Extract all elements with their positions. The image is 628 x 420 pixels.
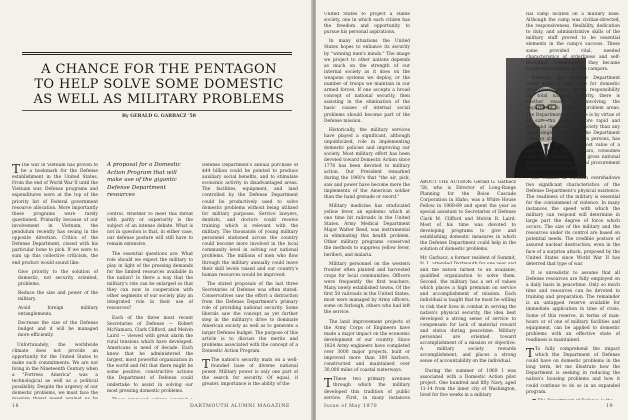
list-item [526,399,620,400]
headline-line: TO HELP SOLVE SOME DOMESTIC [34,77,284,92]
paragraph: Each of the three most recent Secretaries of Defense — Robert McNamara, Clark Clifford, and Melvin Laird — viewed with great alarm the rural tensions which have developed. Americans is need of decade. Each knew that he administered the largest, most powerful organization in the world and felt that there might be some positive, constructive actions the Department of Defense could undertake to assist in solving our most pressing domestic problems. [107,315,193,394]
paragraph: Unfortunately, the worldwide climate does not provide an opportunity for the United States to make such commitments. We are not living in the Nineteenth Century when a "Fortress America" was a technological as well as a political possibility. Despite the urgency of our domestic problems, we must face the [12,342,98,397]
headline-top-rule-thin [22,54,292,55]
byline: By GERALD G. GARBACZ '58 [122,114,196,119]
running-footer: DARTMOUTH ALUMNI MAGAZINE [190,404,290,409]
article-headline [24,62,294,107]
page-number: 18 [12,404,20,409]
paragraph: Although the Defense Department could make a valid case for domestic involvement solely on its responsibility for total national security, there is another reason for involving the Department in domestic problem areas. The Department of Defense is by virtue of its size can make a more rapid and profound impact on our society than any other single institution. The Department employs almost five million persons, has assets with an original cost value of a quarter of a trillion dollars, consumes over eight percent of the gross national product, and has an annual procurement budget of over $40 billion. [526,75,620,173]
paragraph: During the summer of 1969 I was associated with a Domestic Action pilot project. One hundred and fifty Navy, aged 11-14 from the inner city of Washington, lived for five weeks in a military [420,368,516,398]
paragraph [107,398,193,399]
headline-line: A CHANCE FOR THE PENTAGON [41,62,277,77]
list-item: Avoid foreign military entanglements. [18,306,98,318]
list-item: Reduce the size and power of the military. [18,290,98,302]
list-item: Give priority to the solution of domestic, not security oriented, problems. [18,269,98,287]
paragraph-text: The war in Vietnam has proven to be a bookmark for the Defense establishment in the United States. From the end of World War II until the Vietnam war, Defense programs and expenditures were at the top of the priority list of Federal government resource allocation. More importantly these programs were rarely questioned. Primarily because of our involvement in Vietnam, the pendulum recently has swung in the opposite direction. Critics of the Defense Department, closed with his particular bone to pick. If we were to sum up this collective criticism, the end product would sound like: [12,163,98,266]
paragraph: control. Whether to meet this threat with parity or superiority is the subject of an intense debate. What is not in question is that, in either case, our defense posture will still have to remain extensive. [107,212,193,248]
right-column-1 [324,12,410,400]
drop-cap: T [12,163,21,176]
pull-quote: A proposal for a Domestic Action Program that will make use of the gigantic Defense Department resources [107,162,181,199]
caption-paragraph: Mr. Garbacz, a former resident of Summit, [420,256,516,262]
list-item: Decrease the size of the Defense budget and it will be managed more efficiently. [18,321,98,339]
paragraph: United States to project a stable society, one in which each citizen has the freedom and opportunity to pursue his personal aspirations. [324,12,410,36]
paragraph: In many situations the United States hopes to enhance its security by "winning men's minds." The image we project to other nations depends as much on the strength of our internal society as it does on the weapons systems we deploy, or the number of troops we maintain in our armed forces. If one accepts a broad concept of national security, then assisting in the elimination of the basic causes of internal social problems should become part of the Defense mission. [324,39,410,124]
right-column-3 [526,12,620,400]
paragraph [12,163,98,267]
paragraph: It is unrealistic to assume that all Defense resources are fully employed on a daily basis in peacetime. Only so much time and resources can be devoted to training and preparation. The remainder is an untapped reserve available for immediate application in time of crisis. Some of this reserve, in terms of man-hours or of one of military facilities and equipment, can be applied to domestic problems with an effective state of readiness is maintained. [526,270,620,343]
drop-cap: T [202,356,211,371]
paragraph: Military medicine has eradicated yellow fever, an epidemic which at one time hit railroads in the United States. Army Medical Department Major Walter Reed, was instrumental in eliminating this health problem. Other military programs conserved the methods to suppress yellow fever, beriberi, and malaria. [324,203,410,258]
caption-paragraph: ABOUT THE AUTHOR: Gerald G. Garbacz '58, who is Director of Long-Range Planning for the Boise Cascade Corporation in Idaho, was a White House Fellow in 1968-69 and spent the year as special assistant to Secretaries of Defense Clark M. Clifford and Melvin R. Laird. Most of his time was devoted to developing programs to give and establishing domestic measures in which the Defense Department could help in the solution of domestic problems. [420,180,516,253]
paragraph [526,347,620,396]
author-caption [420,180,516,264]
left-column-1 [12,163,98,399]
paragraph: tial camp located on a military base. Although the camp was civilian-directed, the responsiveness, flexibility, dedication to duty, and administrative skills of the military staff proved to be essential elements in the camp's success. These same provided vital, needed characteristics of orderliness and self-discipline; consequently, they became respected examples for the campers. [526,12,620,72]
paragraph: and the nation turned to an available, qualified organization to solve them. Second, the military has a set of values which places a high premium on service and accomplishment of mission. Each individual is taught that he must be willing to risk their lives in combat in serving the nation's physical security, the idea best developed a strong sense of service to compensate for lack of material reward and status during peacetime. Military personnel are oriented toward accomplishment of a mission or objective. A military society rewards accomplishment, and places a strong sense of accountability on the individual. [420,268,516,365]
left-column-2 [107,212,193,399]
paragraph [324,377,410,400]
drop-cap: T [526,345,535,360]
paragraph: The land improvement projects of the Army Corps of Engineers have made a major impact on the economic development of our country. Since 1824 Army engineers have completed over 3000 major projects, built or improved more than 300 harbors, constructed and maintained over 30,000 miles of coastal waterways. [324,319,410,374]
paragraph: Military personnel on the western frontier often planted and harvested crops for local communities. Officers were frequently the first teachers. Many newly established towns. Of the first 50 railroads in the United States, most were managed by Army officers, some on furlough, others who had left the service. [324,261,410,316]
paragraph-text: To fully comprehend the impact which the Department of Defense could have on domestic problems in the long term, let me illustrate how the Department is seeking in reducing the nation's housing problems and how it could continue to do so in an expanded program. [526,346,620,395]
paragraph-text: The nation's security mats on a well-founded base of diverse national power. Military power is only one part of the search for security. Of equal, if greater, importance is the ability of the [202,357,298,388]
paragraph: Defense Department's annual purchase of $44 billion could be pointed to produce auxiliary social benefits, and to stimulate economic activity in disadvantaged areas. The facilities, equipment, and land controlled by the Defense Department could be productively used to solve domestic problems without being utilized for military purposes. Service lawyers, dentists, and doctors could receive training which is relevant with the military. The thousands of young military personnel stationed across the country could become more involved in the local community level in solving our national problems. The millions of men who flow through the military annually could leave their skill levels raised and our country's human resources would be improved. [202,163,298,278]
running-footer: Issue of May 1970 [324,404,378,409]
paragraph: Historically, the military services have played a significant, although unpublicized, role in implementing domestic policies and improving our society. Most military effort has been devoted toward Domestic Action since 1776 has been devoted to military action. Our President remarked during the 1960's that "the air, pick, saw and power have become more the implements of the American soldier than the hand grenade or sword." [324,127,410,200]
paragraph-text: These two primary avenues through which the military developed this tradition of public service. First, in many instances [324,377,410,400]
paragraph [202,358,298,388]
page-number: 19 [606,404,614,409]
left-page [0,0,312,420]
headline-top-rule [22,52,292,53]
right-column-2 [420,268,516,400]
headline-bottom-rule [22,110,292,111]
drop-cap: T [324,376,333,391]
paragraph: The stated proposals of the last three Secretaries of Defense was often stated. Conservatives saw the effort a distraction from the Defense Department's primary role of providing national security. Some liberals saw the concept as yet further step in the military's drive to dominate American society as well as to generate a larger Defense budget. The purpose of this article is to discuss the merits and problems associated with the concept of a Domestic Action Program. [202,281,298,354]
right-page [316,0,628,420]
paragraph: The essential questions are: What role should we expect the military to play in light of the pressing demands for the limited resources available in the nation? Is there a way that the military's role can be enlarged so that they can now in cooperation with other segments of our society play an integrated role in their use of resources? [107,251,193,312]
headline-line: AS WELL AS MILITARY PROBLEMS [33,92,285,107]
paragraph: The conflict in Vietnam overshadows two significant characteristics of the Defense Department's physical existence. The readiness of the military is essential for the containment of violence. In many instances the speed with which the military can respond will determine in large part the degree of force which occurs. The size of the military and the resources under its control are based on potential needs. The credible posture of assured nuclear destruction, even in the face of a surprise attack, proposed by the United States since World War II has deterred that type of war. [526,176,620,267]
left-column-3 [202,163,298,399]
